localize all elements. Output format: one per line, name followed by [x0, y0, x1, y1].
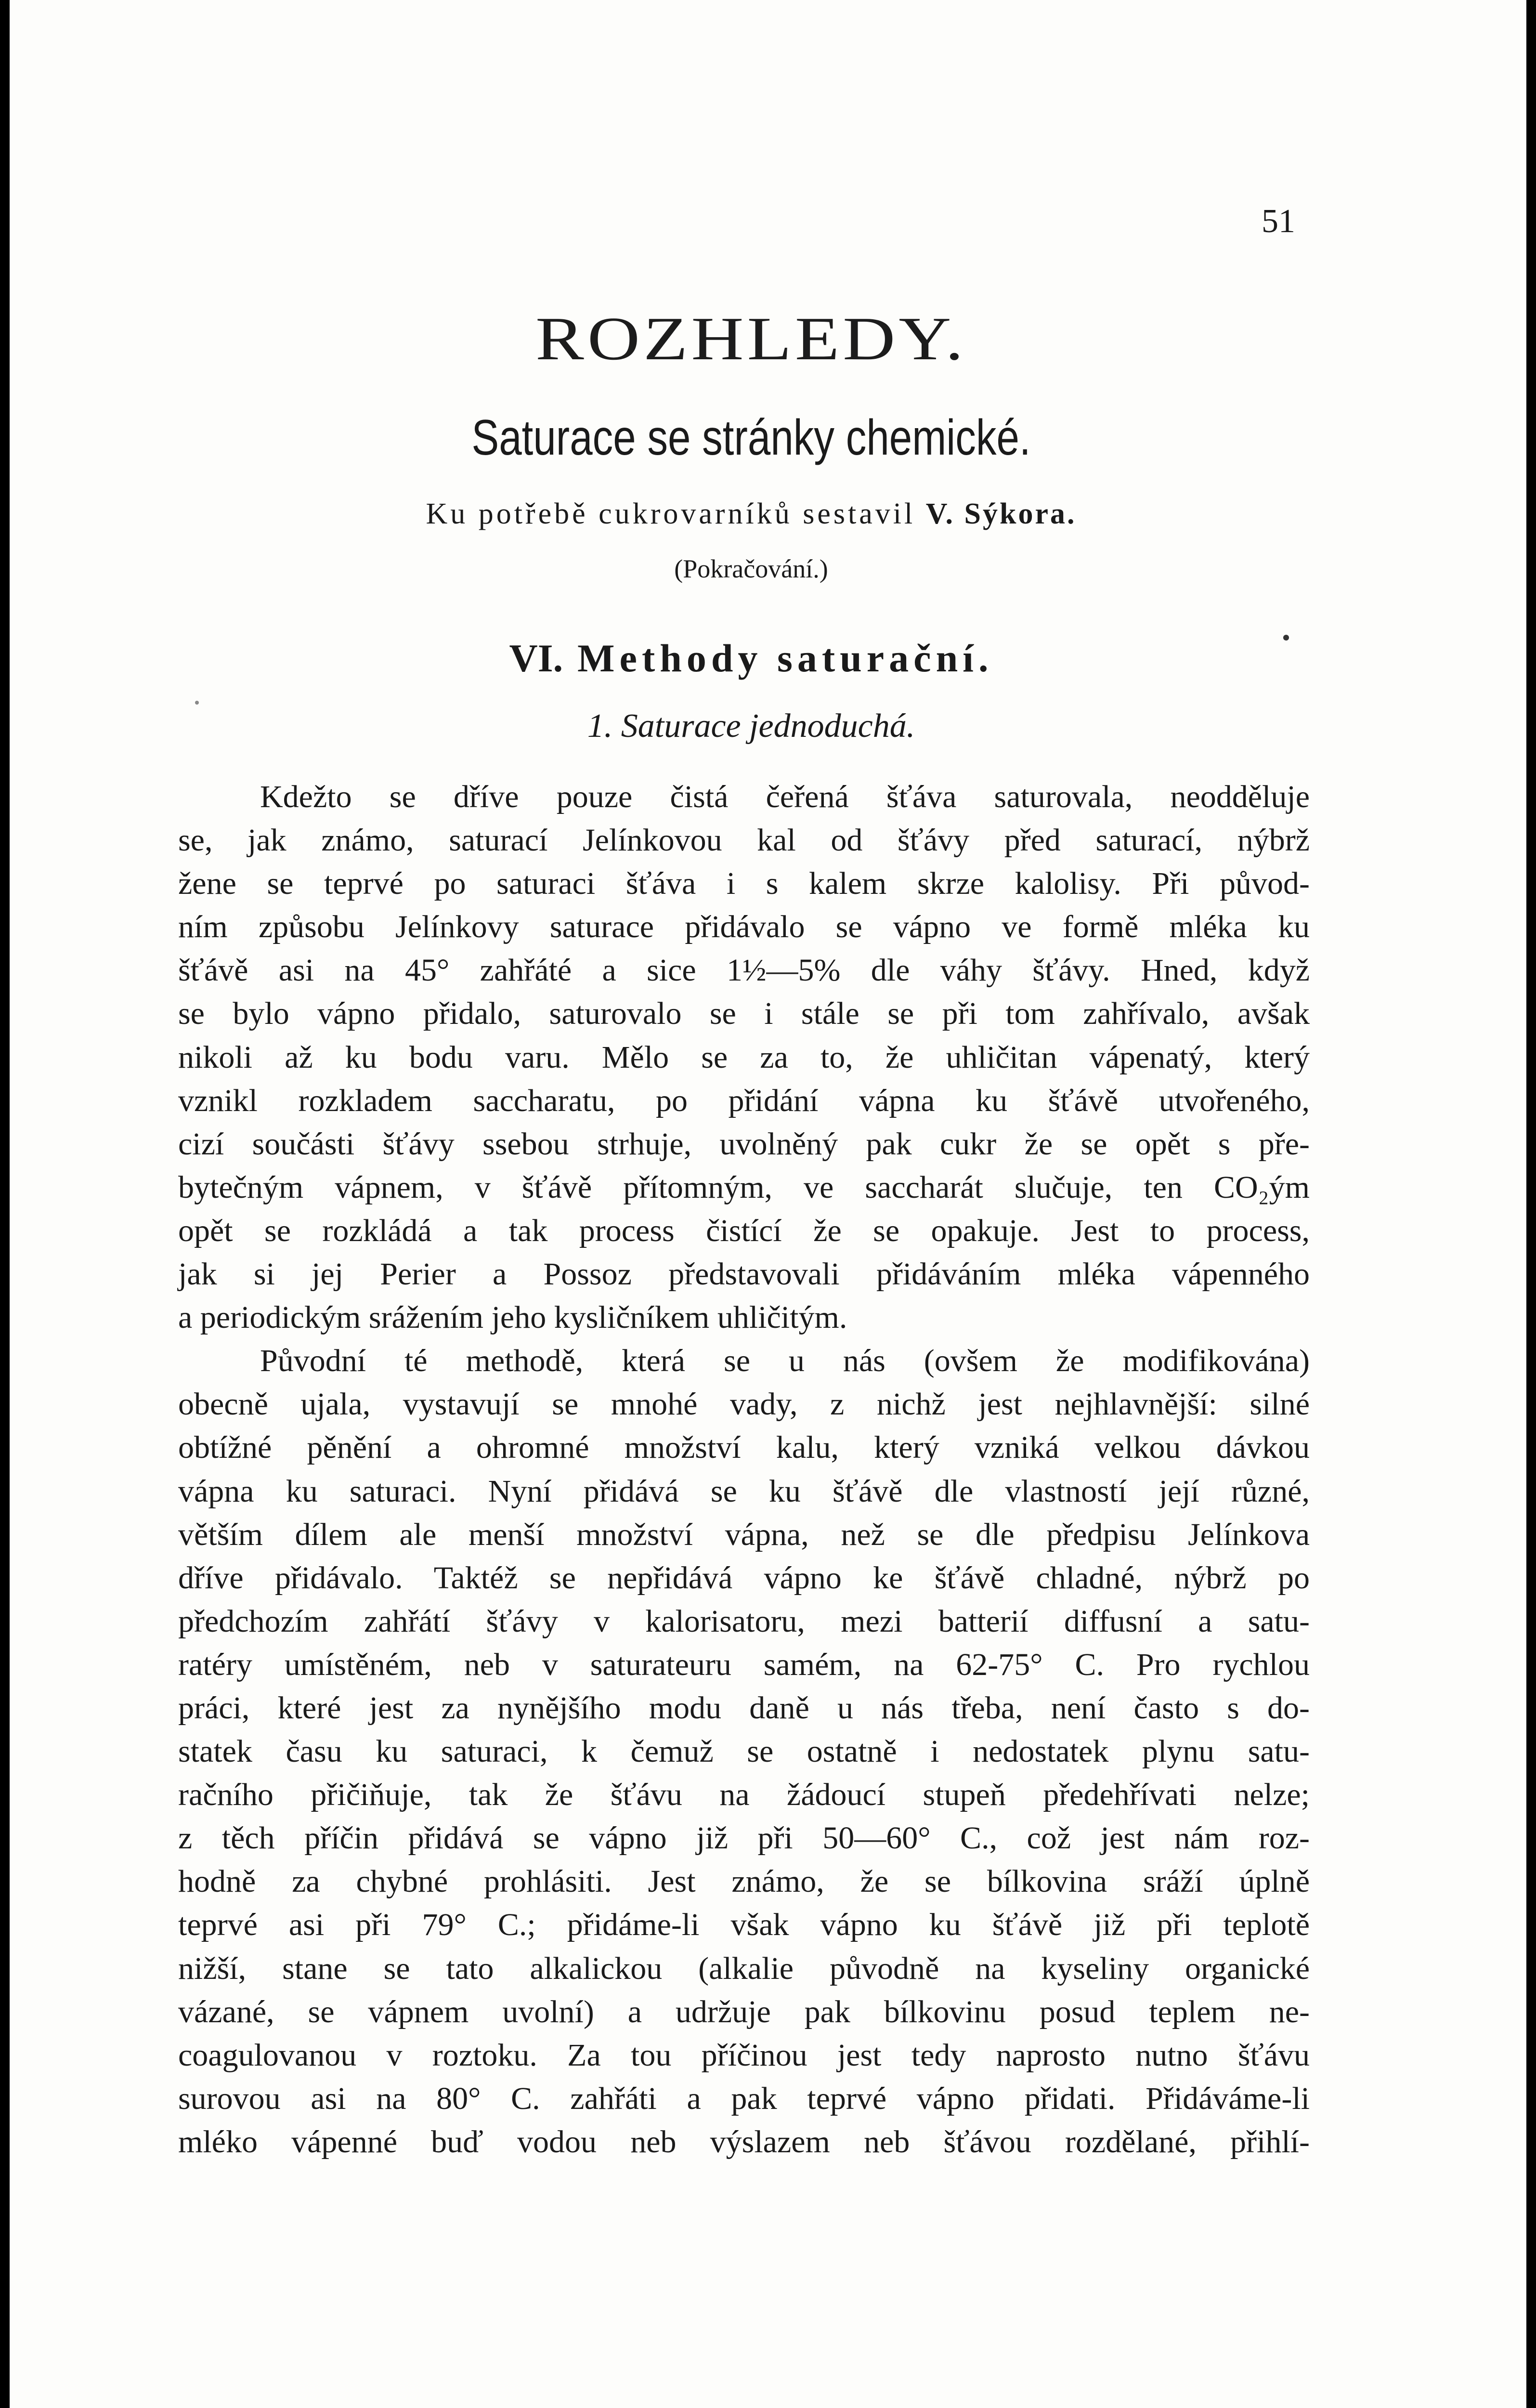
text-line: statek času ku saturaci, k čemuž se ostatně i nedostatek plynu satu- [178, 1734, 1310, 1769]
page-number: 51 [1262, 203, 1295, 240]
text-line: šťávě asi na 45° zahřáté a sice 1½—5% dle váhy šťávy. Hned, když [178, 953, 1310, 988]
text-line: cizí součásti šťávy ssebou strhuje, uvolněný pak cukr že se opět s pře- [178, 1126, 1310, 1162]
text-line: vápna ku saturaci. Nyní přidává se ku šťávě dle vlastností její různé, [178, 1473, 1310, 1509]
text-line: žene se teprvé po saturaci šťáva i s kalem skrze kalolisy. Při původ- [178, 866, 1310, 902]
text-line: mléko vápenné buď vodou neb výslazem neb šťávou rozdělané, přihlí- [178, 2124, 1310, 2159]
text-line: hodně za chybné prohlásiti. Jest známo, že se bílkovina sráží úplně [178, 1864, 1310, 1899]
text-line: opět se rozkládá a tak process čistící že se opakuje. Jest to process, [178, 1213, 1310, 1248]
scan-speck [195, 701, 199, 705]
text-line: z těch příčin přidává se vápno již při 50—60° C., což jest nám roz- [178, 1820, 1310, 1856]
document-page [10, 0, 1526, 2408]
text-line: ratéry umístěném, neb v saturateuru samém, na 62-75° C. Pro rychlou [178, 1647, 1310, 1682]
text-line: ním způsobu Jelínkovy saturace přidávalo se vápno ve formě mléka ku [178, 909, 1310, 945]
text-line: předchozím zahřátí šťávy v kalorisatoru, mezi batterií diffusní a satu- [178, 1603, 1310, 1639]
text-line: teprvé asi při 79° C.; přidáme-li však vápno ku šťávě již při teplotě [178, 1907, 1310, 1943]
text-line: obtížné pěnění a ohromné množství kalu, který vzniká velkou dávkou [178, 1430, 1310, 1466]
text-line: Kdežto se dříve pouze čistá čeřená šťáva saturovala, neodděluje [260, 779, 1310, 814]
text-line: obecně ujala, vystavují se mnohé vady, z nichž jest nejhlavnější: silné [178, 1387, 1310, 1422]
author-name: V. Sýkora. [925, 497, 1077, 530]
text-line: se, jak známo, saturací Jelínkovou kal od šťávy před saturací, nýbrž [178, 823, 1310, 858]
continued-note: (Pokračování.) [674, 554, 828, 583]
body-text [178, 775, 1310, 2164]
article-title: Saturace se stránky chemické. [471, 410, 1031, 466]
chapter-number: VI. [509, 636, 563, 680]
text-line: coagulovanou v roztoku. Za tou příčinou jest tedy naprosto nutno šťávu [178, 2037, 1310, 2073]
text-line: se bylo vápno přidalo, saturovalo se i stále se při tom zahřívalo, avšak [178, 996, 1310, 1032]
chapter-heading [10, 636, 1493, 681]
text-line: a periodickým srážením jeho kysličníkem uhličitým. [178, 1300, 847, 1335]
text-line: nižší, stane se tato alkalickou (alkalie původně na kyseliny organické [178, 1950, 1310, 1986]
text-line: račního přičiňuje, tak že šťávu na žádoucí stupeň předehřívati nelze; [178, 1777, 1310, 1813]
scan-speck [1283, 635, 1289, 641]
text-line: jak si jej Perier a Possoz představovali přidáváním mléka vápenného [178, 1256, 1310, 1292]
chapter-title: Methody saturační. [577, 636, 993, 680]
text-line: surovou asi na 80° C. zahřáti a pak teprvé vápno přidati. Přidáváme-li [178, 2081, 1310, 2116]
text-line: nikoli až ku bodu varu. Mělo se za to, že uhličitan vápenatý, který [178, 1039, 1310, 1075]
text-line: bytečným vápnem, v šťávě přítomným, ve saccharát slučuje, ten CO₂ým [178, 1169, 1310, 1205]
article-subtitle [10, 497, 1493, 531]
subsection-heading: 1. Saturace jednoduchá. [587, 707, 915, 745]
text-line: dříve přidávalo. Taktéž se nepřidává vápno ke šťávě chladné, nýbrž po [178, 1560, 1310, 1596]
text-line: vázané, se vápnem uvolní) a udržuje pak bílkovinu posud teplem ne- [178, 1994, 1310, 2029]
text-line: vznikl rozkladem saccharatu, po přidání vápna ku šťávě utvořeného, [178, 1083, 1310, 1118]
text-line: větším dílem ale menší množství vápna, než se dle předpisu Jelínkova [178, 1517, 1310, 1552]
text-line: práci, které jest za nynějšího modu daně u nás třeba, není často s do- [178, 1690, 1310, 1726]
text-line: Původní té methodě, která se u nás (ovšem že modifikována) [260, 1343, 1310, 1379]
subtitle-prefix: Ku potřebě cukrovarníků sestavil [426, 497, 916, 530]
section-title: ROZHLEDY. [535, 304, 967, 373]
